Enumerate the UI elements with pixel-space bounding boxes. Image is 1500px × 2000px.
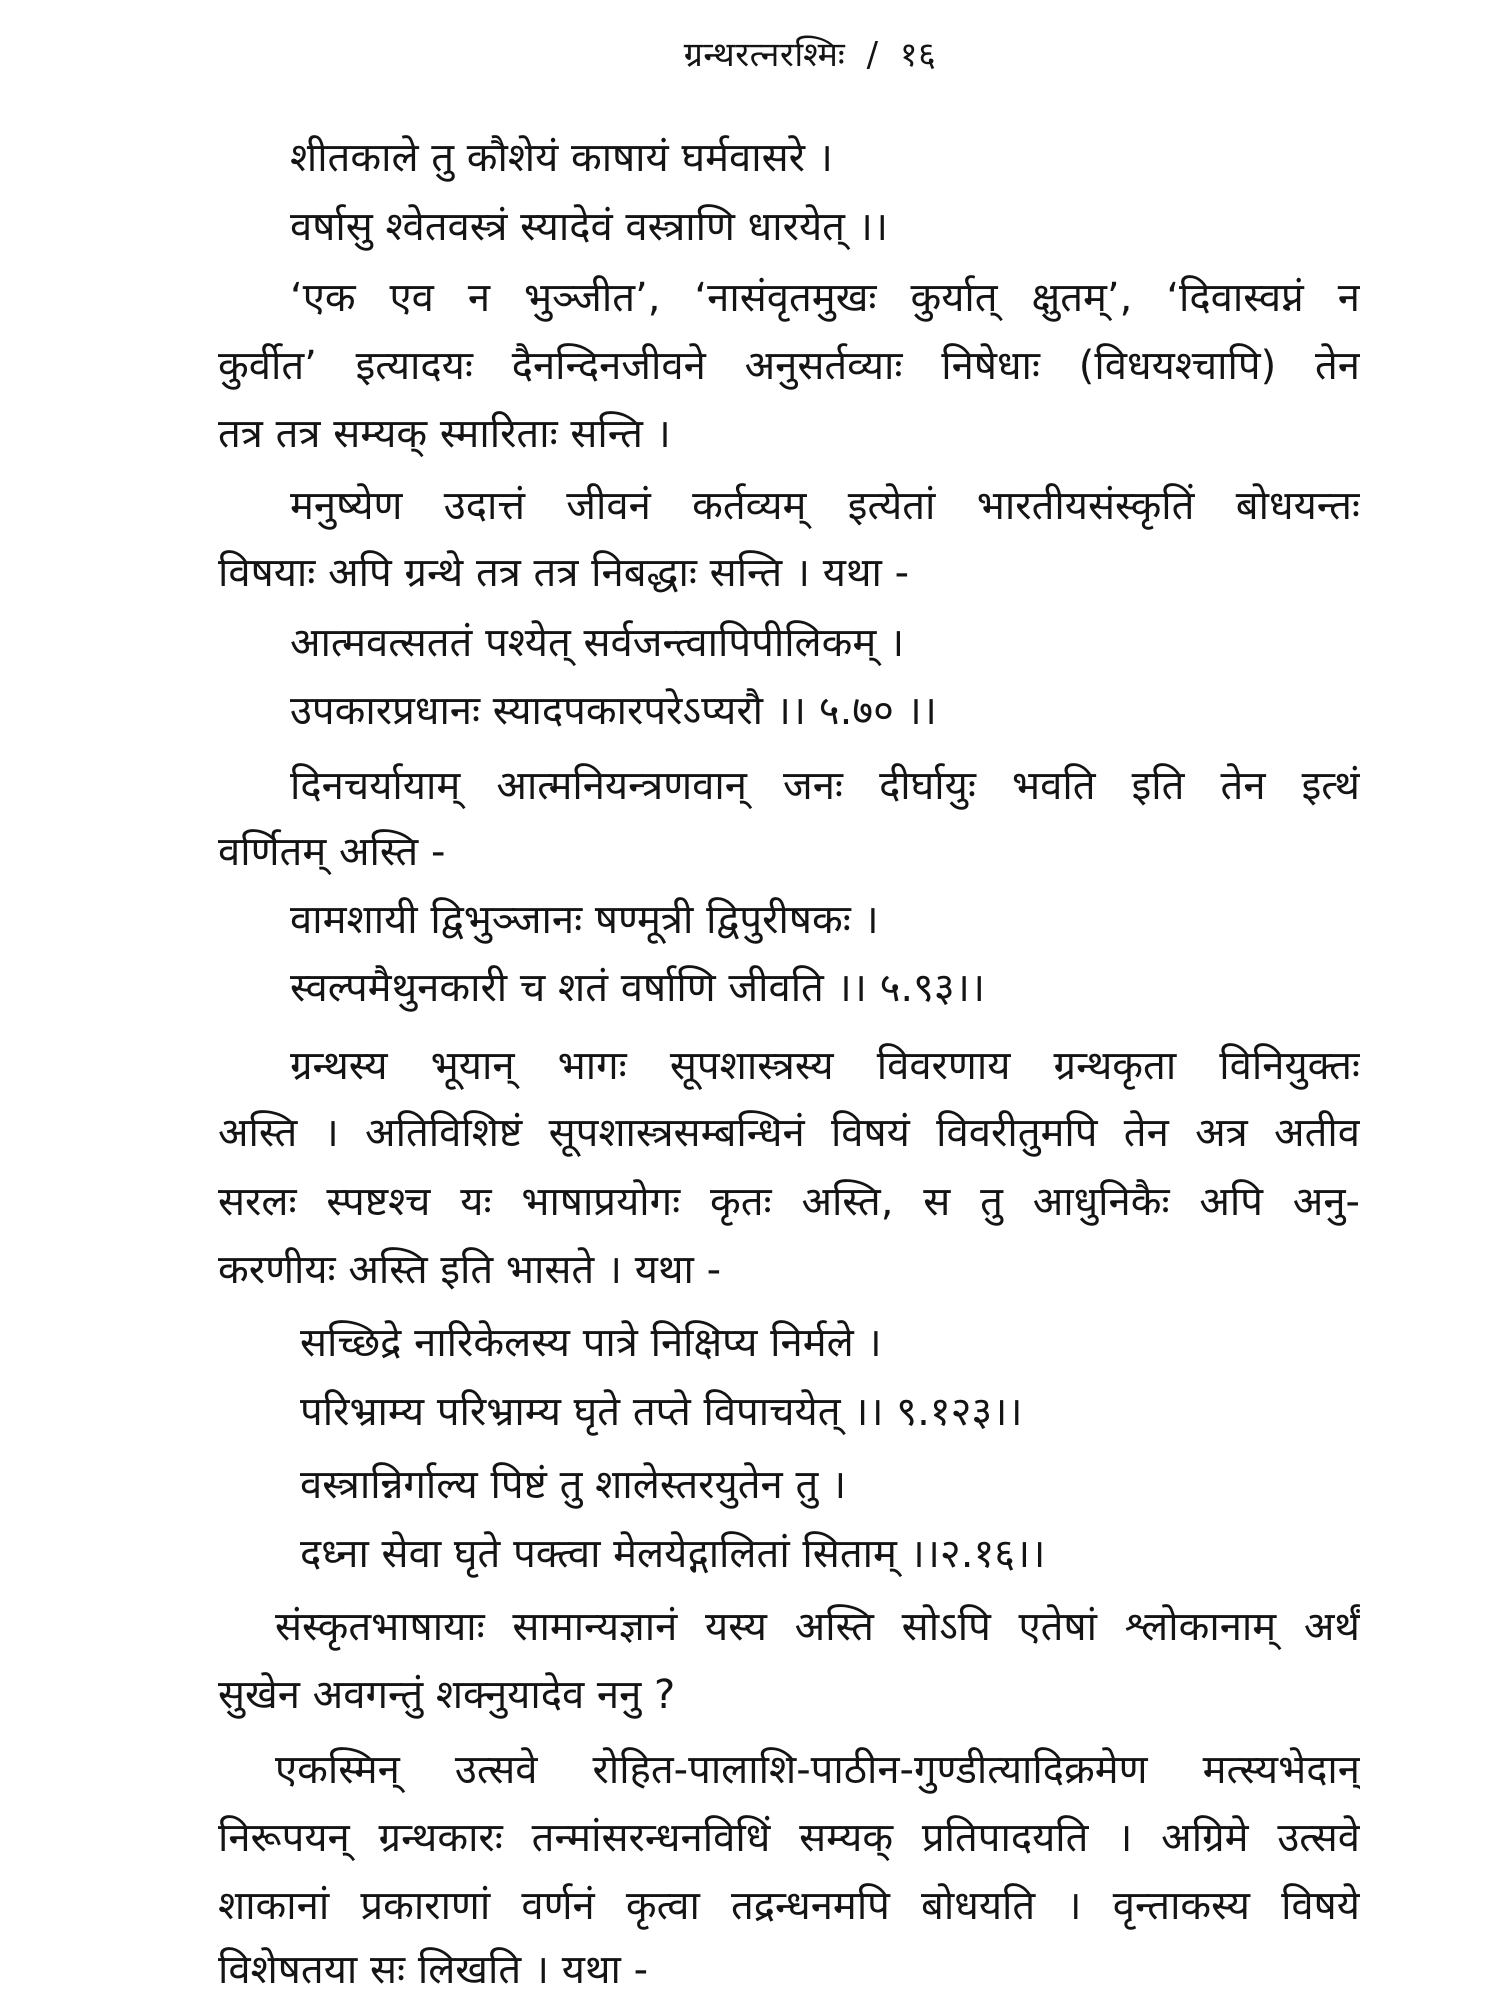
paragraph-line: तत्र तत्र सम्यक् स्मारिताः सन्ति । [218, 411, 671, 457]
paragraph-line: वर्णितम् अस्ति - [218, 829, 446, 875]
paragraph-line: मनुष्येण उदात्तं जीवनं कर्तव्यम् इत्येतां भारतीयसंस्कृतिं बोधयन्तः [290, 483, 1360, 529]
verse-line: आत्मवत्सततं पश्येत् सर्वजन्त्वापिपीलिकम् । [290, 620, 905, 666]
paragraph-line: करणीयः अस्ति इति भासते । यथा - [218, 1247, 722, 1293]
verse-line: दध्ना सेवा घृते पक्त्वा मेलयेद्गालितां सिताम् ।।२.१६।। [300, 1531, 1046, 1577]
verse-line: वर्षासु श्वेतवस्त्रं स्यादेवं वस्त्राणि धारयेत् ।। [290, 204, 889, 250]
paragraph-line: ग्रन्थस्य भूयान् भागः सूपशास्त्रस्य विवरणाय ग्रन्थकृता विनियुक्तः [290, 1043, 1360, 1089]
paragraph-line: निरूपयन् ग्रन्थकारः तन्मांसरन्धनविधिं सम्यक् प्रतिपादयति । अग्रिमे उत्सवे [218, 1815, 1360, 1861]
page-number: १६ [899, 35, 937, 75]
running-header [0, 30, 1500, 76]
paragraph-line: दिनचर्यायाम् आत्मनियन्त्रणवान् जनः दीर्घायुः भवति इति तेन इत्थं [290, 763, 1360, 809]
verse-line: उपकारप्रधानः स्यादपकारपरेऽप्यरौ ।। ५.७० ।। [290, 688, 937, 734]
paragraph-line: सरलः स्पष्टश्च यः भाषाप्रयोगः कृतः अस्ति, स तु आधुनिकैः अपि अनु- [218, 1179, 1360, 1225]
verse-line: स्वल्पमैथुनकारी च शतं वर्षाणि जीवति ।। ५.९३।। [290, 965, 986, 1011]
paragraph-line: विशेषतया सः लिखति । यथा - [218, 1947, 649, 1993]
paragraph-line: सुखेन अवगन्तुं शक्नुयादेव ननु ? [218, 1672, 676, 1718]
verse-line: वस्त्रान्निर्गाल्य पिष्टं तु शालेस्तरयुतेन तु । [300, 1462, 847, 1508]
paragraph-line: अस्ति । अतिविशिष्टं सूपशास्त्रसम्बन्धिनं विषयं विवरीतुमपि तेन अत्र अतीव [218, 1110, 1360, 1156]
verse-line: वामशायी द्विभुञ्जानः षण्मूत्री द्विपुरीषकः । [290, 897, 879, 943]
verse-line: सच्छिद्रे नारिकेलस्य पात्रे निक्षिप्य निर्मले । [300, 1320, 882, 1366]
paragraph-line: विषयाः अपि ग्रन्थे तत्र तत्र निबद्धाः सन्ति । यथा - [218, 550, 910, 596]
paragraph-line: कुर्वीत’ इत्यादयः दैनन्दिनजीवने अनुसर्तव्याः निषेधाः (विधयश्चापि) तेन [218, 343, 1360, 389]
paragraph-line: एकस्मिन् उत्सवे रोहित-पालाशि-पाठीन-गुण्डीत्यादिक्रमेण मत्स्यभेदान् [275, 1747, 1360, 1793]
paragraph-line: ‘एक एव न भुञ्जीत’, ‘नासंवृतमुखः कुर्यात् क्षुतम्’, ‘दिवास्वप्नं न [290, 275, 1360, 321]
header-separator: / [866, 35, 879, 75]
paragraph-line: शाकानां प्रकाराणां वर्णनं कृत्वा तद्रन्धनमपि बोधयति । वृन्ताकस्य विषये [218, 1883, 1360, 1929]
book-title: ग्रन्थरत्नरश्मिः [683, 35, 846, 75]
verse-line: शीतकाले तु कौशेयं काषायं घर्मवासरे । [290, 135, 833, 181]
paragraph-line: संस्कृतभाषायाः सामान्यज्ञानं यस्य अस्ति सोऽपि एतेषां श्लोकानाम् अर्थं [275, 1604, 1360, 1650]
verse-line: परिभ्राम्य परिभ्राम्य घृते तप्ते विपाचयेत् ।। ९.१२३।। [300, 1389, 1023, 1435]
